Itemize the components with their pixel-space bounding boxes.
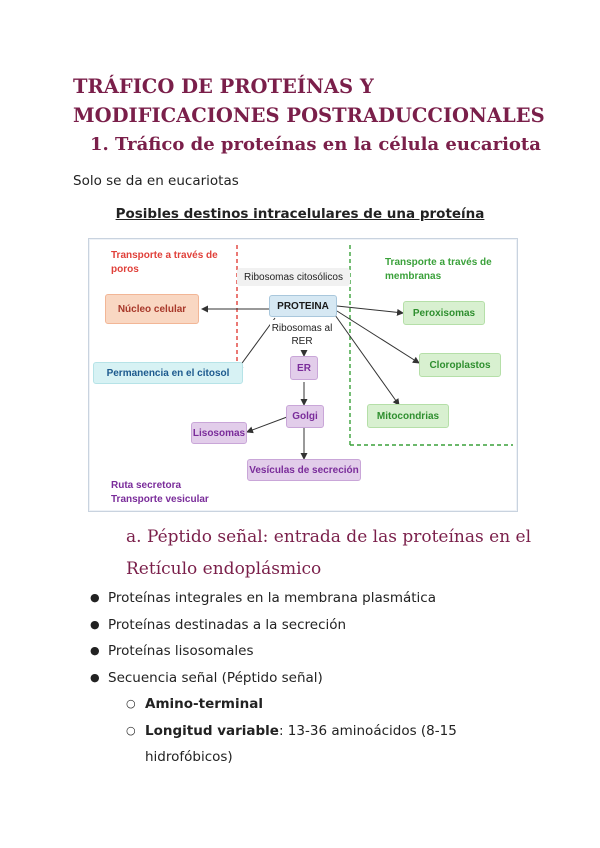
secretory-route-text: Ruta secretora — [111, 480, 182, 491]
sub-item-continuation: hidrofóbicos) — [145, 749, 233, 765]
title-line-1: TRÁFICO DE PROTEÍNAS Y — [73, 75, 374, 98]
bullet-text: Proteínas destinadas a la secreción — [108, 616, 347, 633]
section-heading-a — [126, 521, 546, 585]
intro-text: Solo se da en eucariotas — [73, 173, 239, 189]
figure-caption: Posibles destinos intracelulares de una proteína — [115, 206, 485, 222]
section-heading-1: 1. Tráfico de proteínas en la célula eucariota — [90, 134, 541, 155]
list-item — [90, 665, 510, 771]
lysosomes-node: Lisosomas — [191, 422, 247, 444]
protein-node: PROTEINA — [269, 295, 337, 317]
bullet-icon: ● — [90, 644, 100, 657]
rer-ribosomes-label: Ribosomas al RER — [270, 320, 334, 350]
vesicular-transport-text: Transporte vesicular — [111, 494, 209, 505]
membrane-transport-label: Transporte a través de membranas — [385, 257, 492, 282]
document-title — [73, 72, 545, 130]
list-item — [90, 585, 510, 612]
bullet-icon: ● — [90, 617, 100, 631]
mitochondria-node: Mitocondrias — [367, 404, 449, 428]
arrow-to-lysosomes — [247, 417, 287, 432]
cytosolic-ribosomes-label: Ribosomas citosólicos — [237, 268, 350, 286]
secretory-route-label — [111, 479, 251, 507]
sub-list-item — [126, 718, 510, 771]
list-item — [90, 612, 510, 639]
sub-item-bold: Longitud variable — [145, 722, 279, 739]
secretion-vesicles-node: Vesículas de secreción — [247, 459, 361, 481]
er-node: ER — [290, 356, 318, 380]
arrow-to-mitochondria — [335, 315, 399, 405]
circle-bullet-icon: ○ — [126, 723, 136, 737]
sub-item-bold: Amino-terminal — [145, 696, 263, 712]
nucleus-node: Núcleo celular — [105, 294, 199, 324]
protein-trafficking-diagram — [88, 238, 518, 512]
bullet-text: Secuencia señal (Péptido señal) — [108, 669, 323, 686]
section-a-line-1: a. Péptido señal: entrada de las proteínas en el — [126, 527, 532, 547]
arrow-to-peroxisomes — [337, 306, 403, 313]
sub-bullet-list — [126, 691, 510, 771]
chloroplasts-node: Cloroplastos — [419, 353, 501, 377]
bullet-text: Proteínas integrales en la membrana plasmática — [108, 590, 436, 606]
peroxisomes-node: Peroxisomas — [403, 301, 485, 325]
sub-item-text: : 13-36 aminoácidos (8-15 — [278, 722, 457, 739]
bullet-icon: ● — [90, 670, 100, 684]
bullet-icon: ● — [90, 591, 100, 604]
cytosol-node: Permanencia en el citosol — [93, 362, 243, 384]
bullet-list — [90, 585, 510, 771]
circle-bullet-icon: ○ — [126, 697, 136, 710]
pores-transport-label: Transporte a través de poros — [111, 250, 218, 275]
list-item — [90, 638, 510, 665]
bullet-text: Proteínas lisosomales — [108, 643, 254, 659]
title-line-2: MODIFICACIONES POSTRADUCCIONALES — [73, 104, 545, 127]
sub-list-item — [126, 691, 510, 718]
section-a-line-2: Retículo endoplásmico — [126, 559, 322, 579]
golgi-node: Golgi — [286, 405, 324, 428]
